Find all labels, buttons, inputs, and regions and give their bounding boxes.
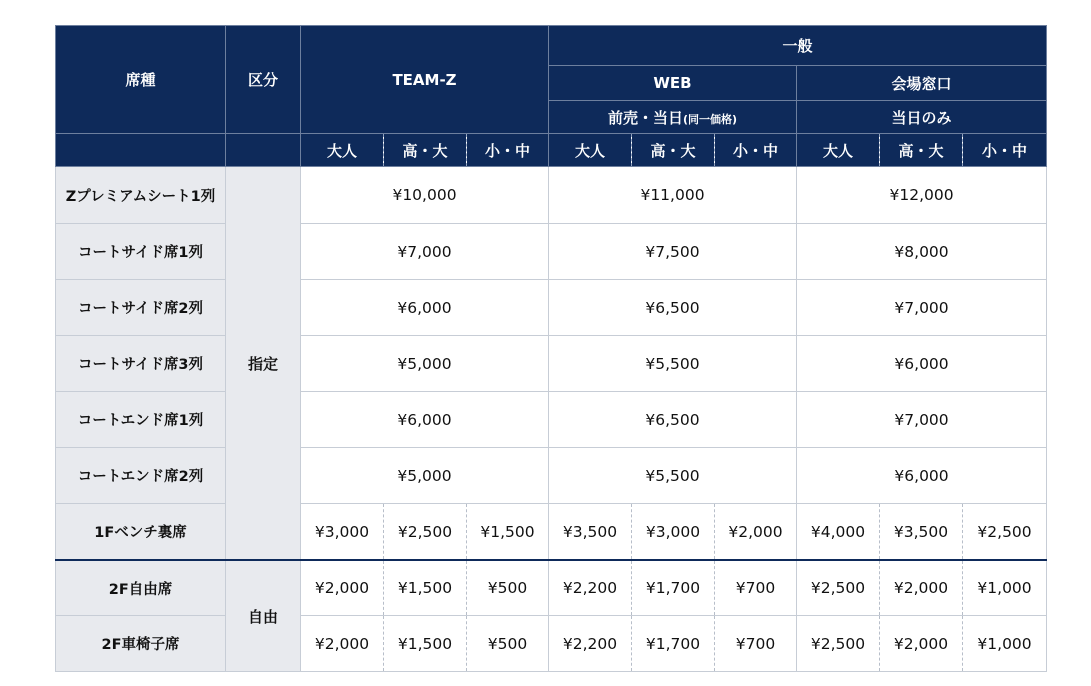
seat-name: コートエンド席1列 <box>56 392 226 448</box>
price-cell: ¥2,200 <box>549 560 632 616</box>
table-row <box>56 392 1047 448</box>
price-cell: ¥700 <box>715 616 797 672</box>
age-elementary-middle: 小・中 <box>715 134 797 167</box>
table-row <box>56 504 1047 561</box>
seat-name: 2F車椅子席 <box>56 616 226 672</box>
price-cell: ¥500 <box>467 616 549 672</box>
price-cell: ¥3,000 <box>301 504 384 561</box>
table-row <box>56 616 1047 672</box>
header-venue-note: 当日のみ <box>797 101 1047 134</box>
header-seat-type: 席種 <box>56 26 226 134</box>
table-row <box>56 336 1047 392</box>
price-cell: ¥1,000 <box>963 616 1047 672</box>
price-web: ¥5,500 <box>549 448 797 504</box>
table-row <box>56 224 1047 280</box>
header-venue: 会場窓口 <box>797 66 1047 101</box>
price-cell: ¥3,500 <box>880 504 963 561</box>
seat-name: Zプレミアムシート1列 <box>56 167 226 224</box>
price-cell: ¥1,000 <box>963 560 1047 616</box>
category-free: 自由 <box>226 560 301 672</box>
category-reserved: 指定 <box>226 167 301 561</box>
web-note-small: (同一価格) <box>682 112 738 126</box>
price-venue: ¥7,000 <box>797 280 1047 336</box>
price-cell: ¥3,000 <box>632 504 715 561</box>
seat-name: 2F自由席 <box>56 560 226 616</box>
header-category: 区分 <box>226 26 301 134</box>
age-highschool-university: 高・大 <box>384 134 467 167</box>
price-venue: ¥12,000 <box>797 167 1047 224</box>
table-row <box>56 448 1047 504</box>
price-team: ¥5,000 <box>301 448 549 504</box>
price-web: ¥5,500 <box>549 336 797 392</box>
price-venue: ¥8,000 <box>797 224 1047 280</box>
price-table-container <box>55 25 1046 672</box>
price-team: ¥5,000 <box>301 336 549 392</box>
age-adult: 大人 <box>797 134 880 167</box>
table-row <box>56 280 1047 336</box>
table-row <box>56 560 1047 616</box>
price-cell: ¥2,500 <box>797 616 880 672</box>
seat-name: コートサイド席1列 <box>56 224 226 280</box>
price-cell: ¥1,500 <box>467 504 549 561</box>
price-cell: ¥2,500 <box>384 504 467 561</box>
age-adult: 大人 <box>549 134 632 167</box>
age-highschool-university: 高・大 <box>880 134 963 167</box>
price-cell: ¥3,500 <box>549 504 632 561</box>
header-category-cont <box>226 134 301 167</box>
price-team: ¥6,000 <box>301 392 549 448</box>
price-cell: ¥1,700 <box>632 560 715 616</box>
price-cell: ¥2,500 <box>963 504 1047 561</box>
price-cell: ¥4,000 <box>797 504 880 561</box>
price-team: ¥10,000 <box>301 167 549 224</box>
header-seat-type-cont <box>56 134 226 167</box>
header-web-note <box>549 101 797 134</box>
price-web: ¥6,500 <box>549 392 797 448</box>
web-note-main: 前売・当日 <box>607 108 683 127</box>
price-web: ¥7,500 <box>549 224 797 280</box>
price-web: ¥11,000 <box>549 167 797 224</box>
price-venue: ¥6,000 <box>797 448 1047 504</box>
header-web: WEB <box>549 66 797 101</box>
price-cell: ¥500 <box>467 560 549 616</box>
age-highschool-university: 高・大 <box>632 134 715 167</box>
price-team: ¥7,000 <box>301 224 549 280</box>
ticket-price-table <box>55 25 1047 672</box>
seat-name: コートエンド席2列 <box>56 448 226 504</box>
price-cell: ¥2,000 <box>301 616 384 672</box>
price-venue: ¥6,000 <box>797 336 1047 392</box>
table-row <box>56 167 1047 224</box>
price-cell: ¥2,000 <box>301 560 384 616</box>
price-cell: ¥700 <box>715 560 797 616</box>
header-team: TEAM-Z <box>301 26 549 134</box>
price-team: ¥6,000 <box>301 280 549 336</box>
age-adult: 大人 <box>301 134 384 167</box>
header-general: 一般 <box>549 26 1047 66</box>
price-cell: ¥2,000 <box>880 560 963 616</box>
price-cell: ¥1,500 <box>384 560 467 616</box>
price-web: ¥6,500 <box>549 280 797 336</box>
price-venue: ¥7,000 <box>797 392 1047 448</box>
price-cell: ¥2,000 <box>880 616 963 672</box>
price-cell: ¥2,200 <box>549 616 632 672</box>
price-cell: ¥2,500 <box>797 560 880 616</box>
price-cell: ¥2,000 <box>715 504 797 561</box>
age-elementary-middle: 小・中 <box>963 134 1047 167</box>
seat-name: コートサイド席3列 <box>56 336 226 392</box>
seat-name: 1Fベンチ裏席 <box>56 504 226 561</box>
age-elementary-middle: 小・中 <box>467 134 549 167</box>
price-cell: ¥1,700 <box>632 616 715 672</box>
seat-name: コートサイド席2列 <box>56 280 226 336</box>
price-cell: ¥1,500 <box>384 616 467 672</box>
